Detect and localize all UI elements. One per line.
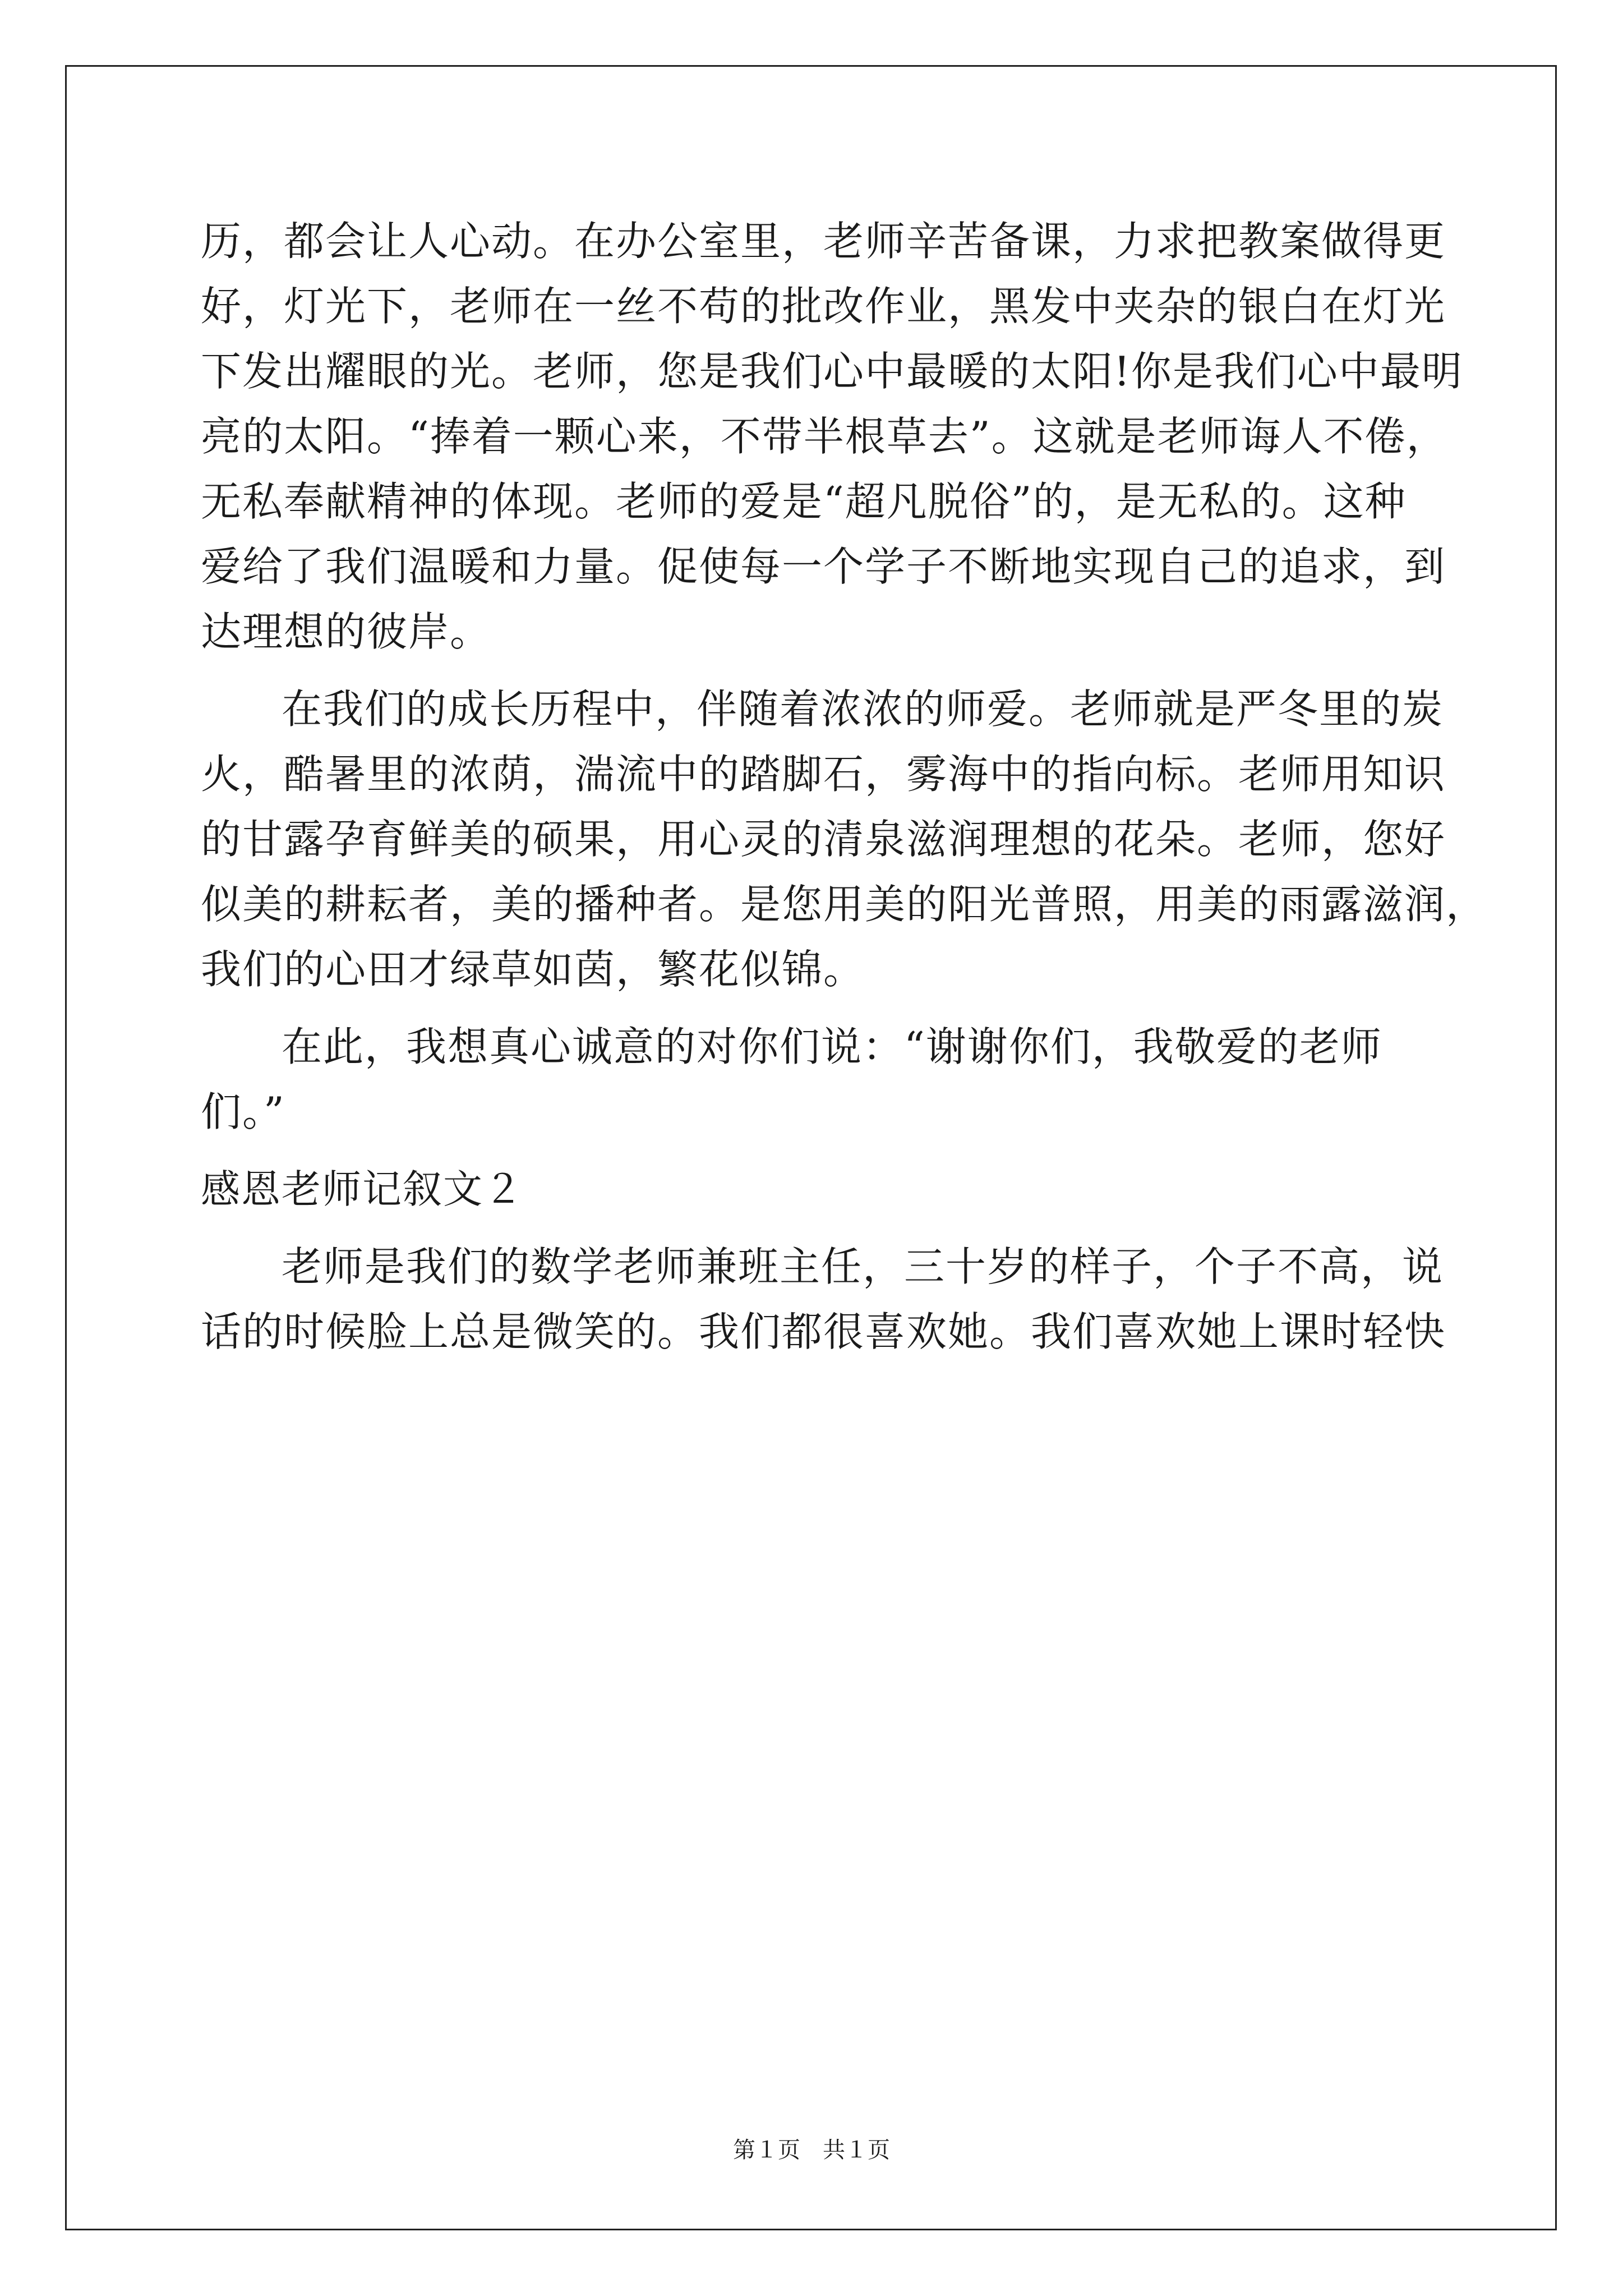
text-line: 在此，我想真心诚意的对你们说：“谢谢你们，我敬爱的老师	[282, 1023, 1382, 1070]
section-heading: 感恩老师记叙文２	[201, 1166, 524, 1212]
text-line: 好，灯光下，老师在一丝不苟的批改作业，黑发中夹杂的银白在灯光	[201, 283, 1446, 330]
paragraph-3	[201, 1014, 1435, 1144]
text-line: 爱给了我们温暖和力量。促使每一个学子不断地实现自己的追求，到	[201, 543, 1446, 590]
document-body	[201, 209, 1488, 1364]
text-line: 似美的耕耘者，美的播种者。是您用美的阳光普照，用美的雨露滋润，	[201, 881, 1488, 928]
text-line: 我们的心田才绿草如茵，繁花似锦。	[201, 946, 865, 993]
paragraph-1	[201, 209, 1463, 664]
page-number-footer: 第１页 共１页	[733, 2137, 890, 2163]
text-line: 火，酷暑里的浓荫，湍流中的踏脚石，雾海中的指向标。老师用知识	[201, 751, 1446, 798]
text-line: 下发出耀眼的光。老师，您是我们心中最暖的太阳!你是我们心中最明	[201, 348, 1463, 395]
text-line: 达理想的彼岸。	[201, 608, 492, 655]
text-line: 在我们的成长历程中，伴随着浓浓的师爱。老师就是严冬里的炭	[282, 685, 1444, 733]
paragraph-4	[201, 1234, 1446, 1364]
paragraph-2	[201, 677, 1488, 1002]
text-line: 的甘露孕育鲜美的硕果，用心灵的清泉滋润理想的花朵。老师，您好	[201, 816, 1446, 863]
text-line: 历，都会让人心动。在办公室里，老师辛苦备课，力求把教案做得更	[201, 218, 1446, 265]
text-line: 亮的太阳。“捧着一颗心来，不带半根草去”。这就是老师诲人不倦，	[201, 413, 1448, 460]
text-line: 无私奉献精神的体现。老师的爱是“超凡脱俗”的，是无私的。这种	[201, 478, 1407, 525]
text-line: 话的时候脸上总是微笑的。我们都很喜欢她。我们喜欢她上课时轻快	[201, 1308, 1446, 1355]
text-line: 老师是我们的数学老师兼班主任，三十岁的样子，个子不高，说	[282, 1243, 1444, 1290]
text-line: 们。”	[201, 1088, 285, 1135]
